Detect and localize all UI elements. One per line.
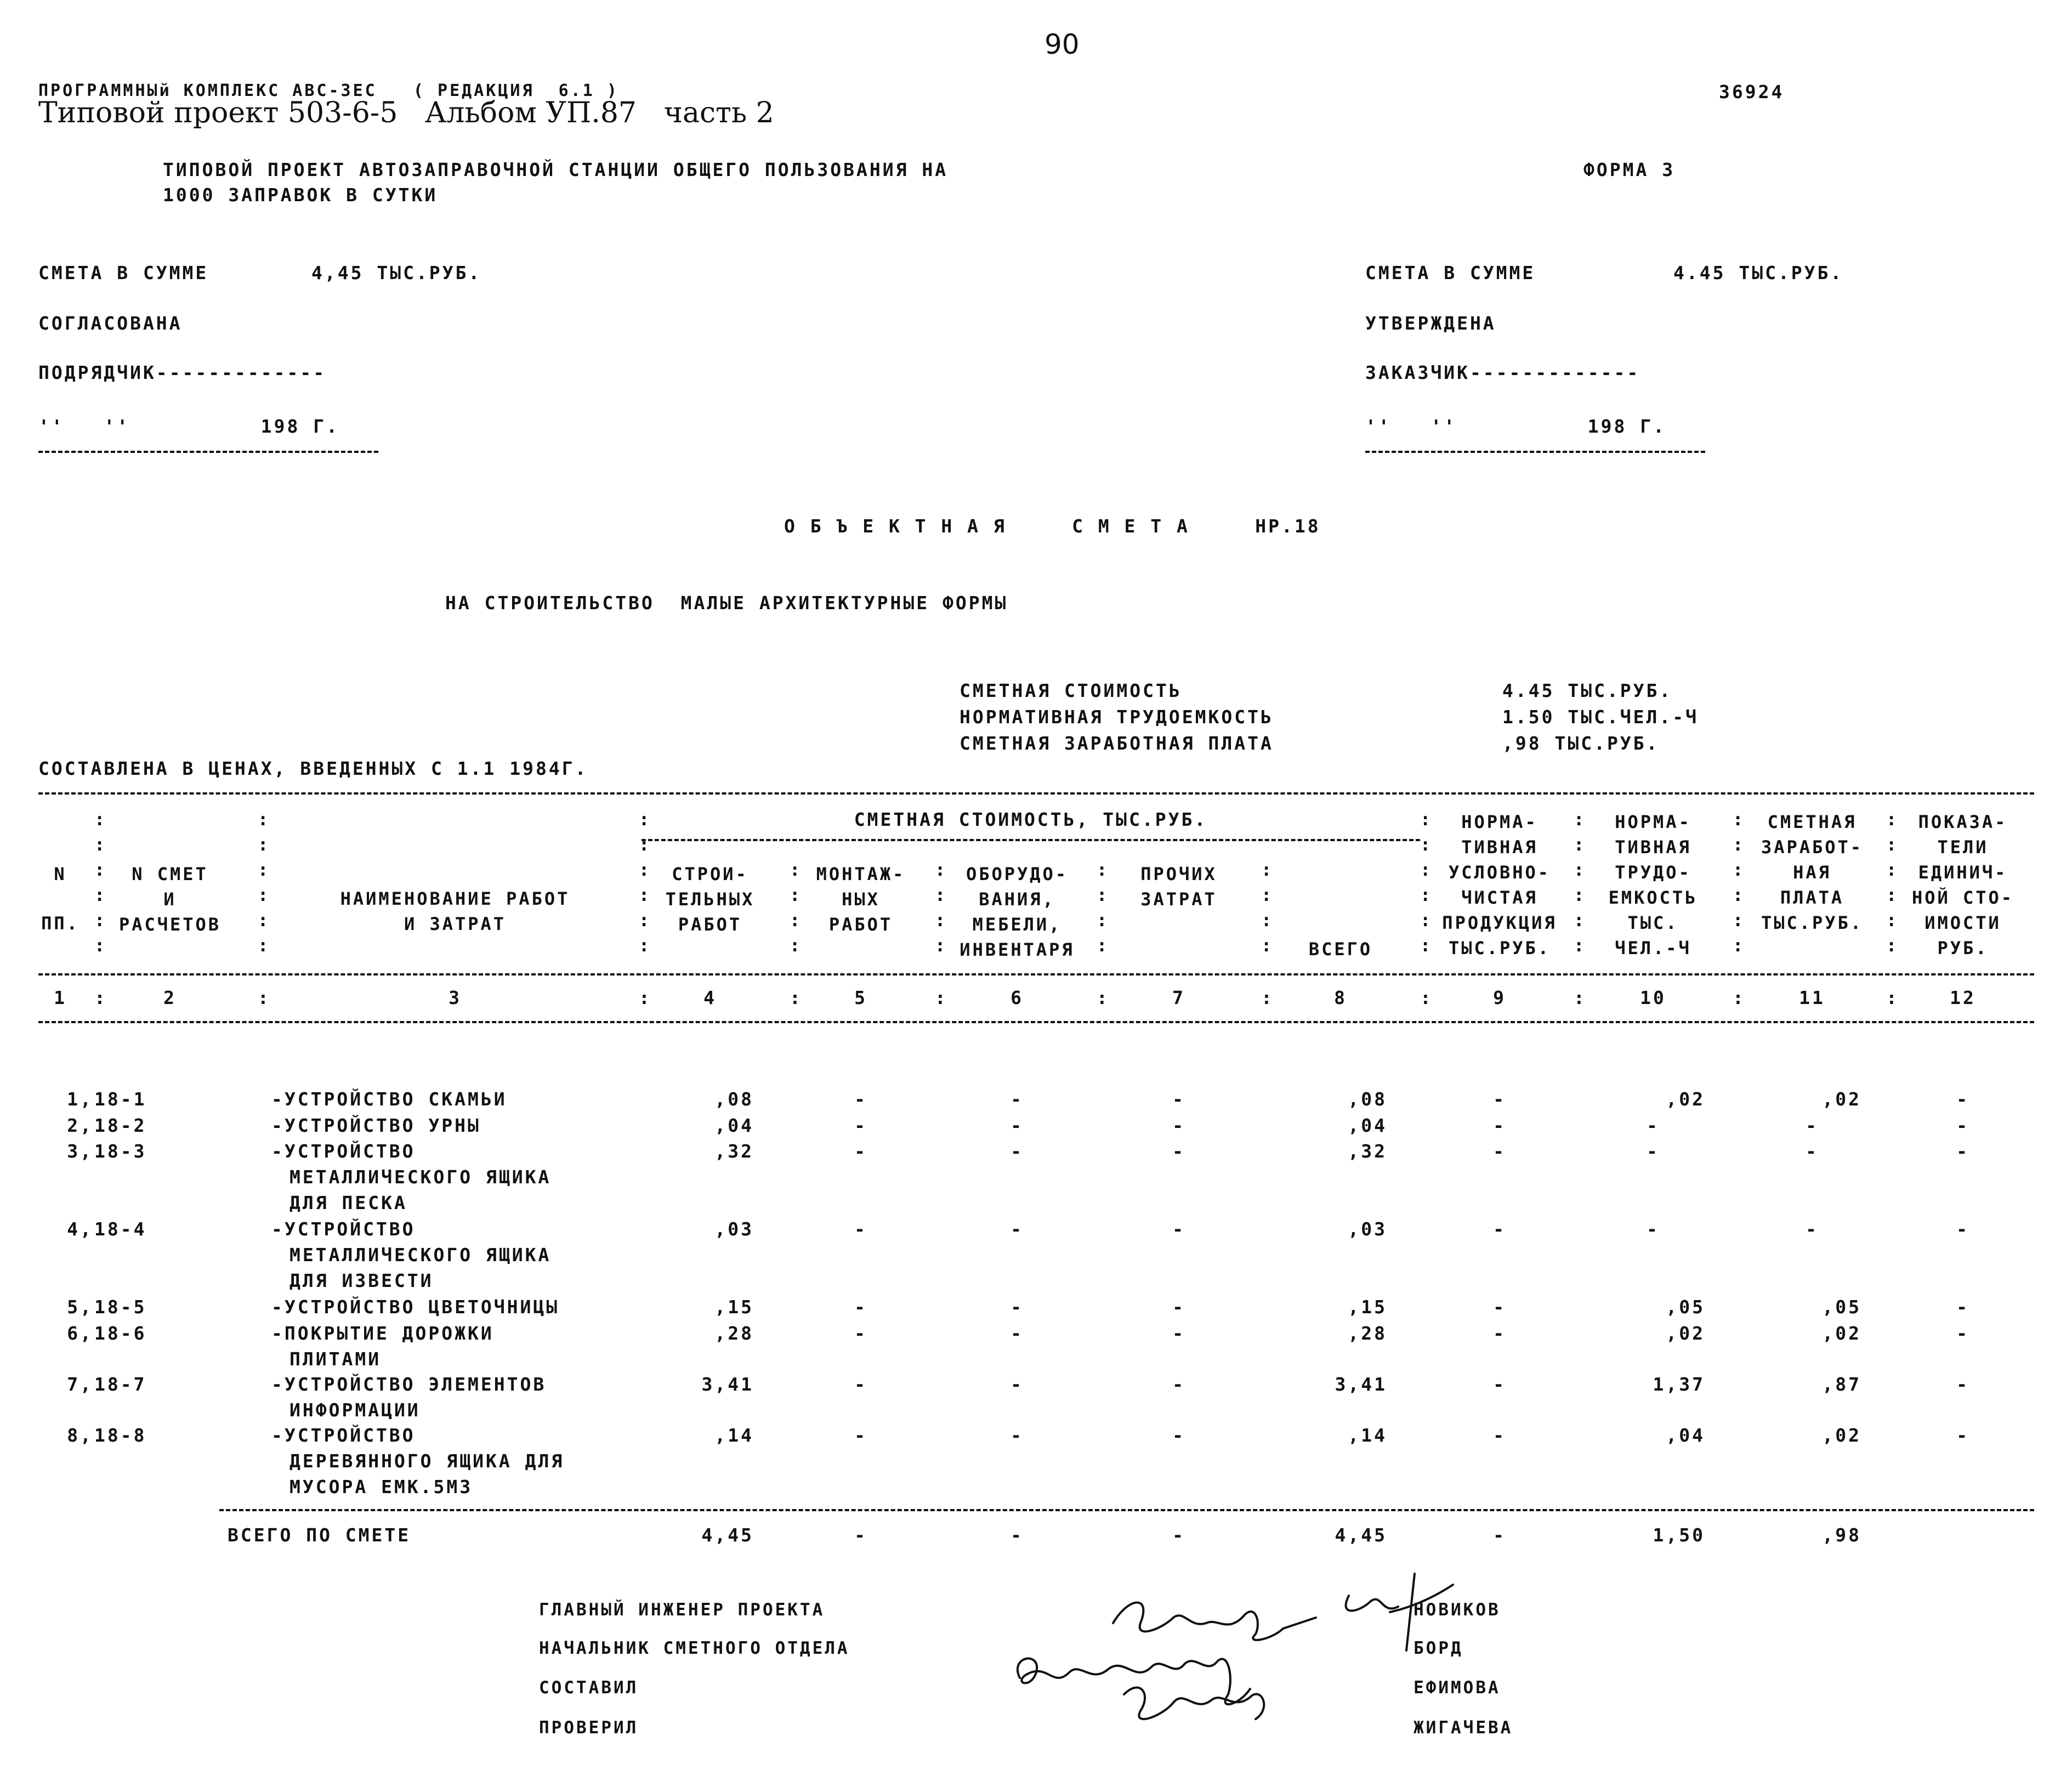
row-cell-c7: - (1172, 1296, 1185, 1318)
row-cell-c9: - (1493, 1323, 1506, 1344)
row-name-line: ДЛЯ ПЕСКА (289, 1192, 407, 1213)
subject-line: НА СТРОИТЕЛЬСТВО МАЛЫЕ АРХИТЕКТУРНЫЕ ФОРМЫ (445, 592, 1008, 614)
header-separator: : (1733, 809, 1746, 830)
header-col12-line: РУБ. (1937, 938, 1989, 958)
header-separator: : (639, 859, 652, 880)
header-separator: : (94, 809, 107, 830)
left-party: ПОДРЯДЧИК------------- (38, 362, 327, 383)
row-cell-c11: ,02 (1822, 1323, 1861, 1344)
row-name-line: -УСТРОЙСТВО (271, 1218, 416, 1240)
header-bottom-rule (38, 973, 2034, 975)
row-number: 5, (67, 1296, 93, 1318)
header-separator: : (94, 910, 107, 931)
row-name-line: МУСОРА ЕМК.5М3 (289, 1476, 473, 1498)
row-name-line: ДЕРЕВЯННОГО ЯЩИКА ДЛЯ (289, 1450, 565, 1472)
row-name-line: ИНФОРМАЦИИ (289, 1399, 421, 1421)
header-separator: : (1097, 859, 1110, 880)
row-code: 18-6 (94, 1323, 147, 1344)
header-col12-line: ТЕЛИ (1937, 837, 1989, 858)
signature-role: ГЛАВНЫЙ ИНЖЕНЕР ПРОЕКТА (539, 1600, 825, 1620)
row-cell-c4: ,28 (714, 1323, 754, 1344)
row-cell-c5: - (854, 1323, 867, 1344)
right-divider (1365, 451, 1705, 453)
table-top-rule (38, 792, 2034, 795)
header-col4-line: ТЕЛЬНЫХ (665, 889, 755, 910)
row-cell-c9: - (1493, 1296, 1506, 1318)
left-status: СОГЛАСОВАНА (38, 313, 183, 334)
header-separator: : (935, 859, 948, 880)
row-number: 4, (67, 1218, 93, 1240)
row-cell-c12: - (1956, 1088, 1969, 1110)
doc-code: 36924 (1719, 81, 1785, 103)
header-col9-line: ЧИСТАЯ (1461, 887, 1538, 908)
row-cell-c12: - (1956, 1425, 1969, 1446)
header-col9-line: ТЫС.РУБ. (1448, 938, 1551, 958)
header-col10-line: ЧЕЛ.-Ч (1615, 938, 1691, 958)
number-separator: : (1097, 987, 1110, 1008)
header-separator: : (258, 859, 271, 880)
row-cell-c8: ,04 (1348, 1115, 1387, 1136)
number-separator: : (94, 987, 107, 1008)
right-date: '' '' 198 Г. (1365, 416, 1666, 437)
header-separator: : (1886, 910, 1899, 931)
header-col10-line: НОРМА- (1615, 812, 1691, 832)
row-cell-c4: 3,41 (701, 1374, 754, 1395)
number-separator: : (639, 987, 652, 1008)
header-col9-line: ПРОДУКЦИЯ (1442, 912, 1557, 933)
header-separator: : (1886, 834, 1899, 855)
row-cell-c8: ,28 (1348, 1323, 1387, 1344)
row-cell-c4: ,03 (714, 1218, 754, 1240)
row-cell-c11: ,02 (1822, 1425, 1861, 1446)
header-separator: : (94, 834, 107, 855)
title-line-1: ТИПОВОЙ ПРОЕКТ АВТОЗАПРАВОЧНОЙ СТАНЦИИ ОБЩЕГО ПОЛЬЗОВАНИЯ НА (163, 159, 949, 180)
right-sum-label: СМЕТА В СУММЕ (1365, 262, 1536, 283)
row-cell-c5: - (854, 1296, 867, 1318)
row-code: 18-7 (94, 1374, 147, 1395)
page-number: 90 (1044, 29, 1080, 60)
row-cell-c4: ,08 (714, 1088, 754, 1110)
header-group: СМЕТНАЯ СТОИМОСТЬ, ТЫС.РУБ. (854, 809, 1208, 830)
row-cell-c6: - (1011, 1141, 1024, 1162)
total-cell-c5: - (854, 1524, 867, 1546)
row-name-line: ПЛИТАМИ (289, 1348, 382, 1370)
signature-role: СОСТАВИЛ (539, 1678, 639, 1698)
header-col6-line: ВАНИЯ, (979, 889, 1055, 910)
header-col11-line: ТЫС.РУБ. (1761, 912, 1864, 933)
row-cell-c8: 3,41 (1335, 1374, 1387, 1395)
header-separator: : (1733, 910, 1746, 931)
header-separator: : (258, 935, 271, 956)
total-cell-c8: 4,45 (1335, 1524, 1387, 1546)
header-col12-line: НОЙ СТО- (1911, 887, 2014, 908)
header-separator: : (1261, 935, 1274, 956)
left-sum-label: СМЕТА В СУММЕ (38, 262, 209, 283)
header-col11-line: НАЯ (1793, 862, 1831, 883)
row-cell-c7: - (1172, 1425, 1185, 1446)
header-separator: : (1574, 910, 1587, 931)
header-separator: : (94, 884, 107, 905)
header-col2-line: РАСЧЕТОВ (118, 914, 222, 935)
row-number: 7, (67, 1374, 93, 1395)
header-col5-line: РАБОТ (828, 914, 893, 935)
header-separator: : (1420, 809, 1433, 830)
left-sum-value: 4,45 ТЫС.РУБ. (311, 262, 482, 283)
row-cell-c9: - (1493, 1218, 1506, 1240)
row-cell-c10: ,04 (1666, 1425, 1705, 1446)
header-col4-line: РАБОТ (678, 914, 742, 935)
header-col12-line: ЕДИНИЧ- (1918, 862, 2008, 883)
header-separator: : (258, 910, 271, 931)
total-cell-c10: 1,50 (1653, 1524, 1705, 1546)
total-cell-c11: ,98 (1822, 1524, 1861, 1546)
header-col10-line: ТРУДО- (1615, 862, 1691, 883)
left-date: '' '' 198 Г. (38, 416, 339, 437)
title-line-2: 1000 ЗАПРАВОК В СУТКИ (163, 184, 438, 206)
row-cell-c5: - (854, 1088, 867, 1110)
column-number: 7 (1172, 987, 1185, 1008)
row-cell-c9: - (1493, 1425, 1506, 1446)
header-col6-line: МЕБЕЛИ, (972, 914, 1062, 935)
row-cell-c12: - (1956, 1141, 1969, 1162)
header-separator: : (1261, 910, 1274, 931)
header-separator: : (639, 809, 652, 830)
header-separator: : (1886, 809, 1899, 830)
column-number: 3 (449, 987, 462, 1008)
row-cell-c8: ,32 (1348, 1141, 1387, 1162)
number-separator: : (1574, 987, 1587, 1008)
summary-wage-label: СМЕТНАЯ ЗАРАБОТНАЯ ПЛАТА (960, 733, 1274, 754)
prices-note: СОСТАВЛЕНА В ЦЕНАХ, ВВЕДЕННЫХ С 1.1 1984Г. (38, 758, 588, 779)
header-separator: : (1261, 859, 1274, 880)
header-col2-line: N СМЕТ (132, 864, 208, 884)
header-col6-line: ОБОРУДО- (966, 864, 1069, 884)
row-name-line: -УСТРОЙСТВО СКАМЬИ (271, 1088, 507, 1110)
row-cell-c9: - (1493, 1115, 1506, 1136)
column-number: 11 (1799, 987, 1825, 1008)
header-col5-line: МОНТАЖ- (816, 864, 906, 884)
row-code: 18-8 (94, 1425, 147, 1446)
row-cell-c7: - (1172, 1115, 1185, 1136)
total-cell-c7: - (1172, 1524, 1185, 1546)
row-cell-c8: ,03 (1348, 1218, 1387, 1240)
number-separator: : (1261, 987, 1274, 1008)
summary-cost-value: 4.45 ТЫС.РУБ. (1502, 680, 1673, 701)
row-number: 1, (67, 1088, 93, 1110)
header-separator: : (1733, 884, 1746, 905)
row-cell-c5: - (854, 1374, 867, 1395)
column-number: 6 (1011, 987, 1024, 1008)
total-rule (219, 1509, 2034, 1511)
row-cell-c11: ,87 (1822, 1374, 1861, 1395)
header-separator: : (790, 935, 803, 956)
header-separator: : (1097, 884, 1110, 905)
row-cell-c4: ,15 (714, 1296, 754, 1318)
row-cell-c5: - (854, 1425, 867, 1446)
row-code: 18-5 (94, 1296, 147, 1318)
row-cell-c10: 1,37 (1653, 1374, 1705, 1395)
row-cell-c11: - (1806, 1115, 1819, 1136)
header-col2-line: И (163, 889, 177, 910)
header-separator: : (1420, 834, 1433, 855)
row-cell-c8: ,08 (1348, 1088, 1387, 1110)
header-separator: : (1574, 859, 1587, 880)
header-separator: : (1886, 884, 1899, 905)
header-separator: : (1733, 834, 1746, 855)
row-cell-c10: ,02 (1666, 1088, 1705, 1110)
column-number: 12 (1950, 987, 1976, 1008)
row-cell-c12: - (1956, 1218, 1969, 1240)
row-cell-c12: - (1956, 1374, 1969, 1395)
signature-name: ЕФИМОВА (1413, 1678, 1501, 1698)
row-cell-c6: - (1011, 1323, 1024, 1344)
row-number: 8, (67, 1425, 93, 1446)
column-number: 2 (163, 987, 177, 1008)
header-separator: : (1886, 935, 1899, 956)
total-cell-c4: 4,45 (701, 1524, 754, 1546)
header-separator: : (1261, 884, 1274, 905)
row-cell-c4: ,32 (714, 1141, 754, 1162)
signature-name: БОРД (1413, 1638, 1463, 1658)
row-number: 2, (67, 1115, 93, 1136)
row-cell-c10: - (1647, 1141, 1660, 1162)
row-cell-c5: - (854, 1115, 867, 1136)
row-cell-c6: - (1011, 1425, 1024, 1446)
row-cell-c9: - (1493, 1088, 1506, 1110)
form-label: ФОРМА 3 (1583, 159, 1676, 180)
row-name-line: -УСТРОЙСТВО (271, 1141, 416, 1162)
header-separator: : (1420, 859, 1433, 880)
signature-role: ПРОВЕРИЛ (539, 1718, 639, 1738)
header-separator: : (94, 935, 107, 956)
summary-labor-label: НОРМАТИВНАЯ ТРУДОЕМКОСТЬ (960, 706, 1274, 728)
row-cell-c4: ,14 (714, 1425, 754, 1446)
row-name-line: -УСТРОЙСТВО (271, 1425, 416, 1446)
right-sum-value: 4.45 ТЫС.РУБ. (1673, 262, 1844, 283)
row-cell-c4: ,04 (714, 1115, 754, 1136)
header-separator: : (790, 884, 803, 905)
header-separator: : (94, 859, 107, 880)
row-cell-c6: - (1011, 1218, 1024, 1240)
row-cell-c11: - (1806, 1141, 1819, 1162)
header-separator: : (1420, 910, 1433, 931)
header-separator: : (790, 859, 803, 880)
row-cell-c5: - (854, 1218, 867, 1240)
header-col12-line: ПОКАЗА- (1918, 812, 2008, 832)
header-col1-line: N (54, 864, 67, 884)
signature-role: НАЧАЛЬНИК СМЕТНОГО ОТДЕЛА (539, 1638, 850, 1658)
header-col8-line: ВСЕГО (1308, 939, 1373, 960)
total-cell-c6: - (1011, 1524, 1024, 1546)
header-separator: : (1097, 935, 1110, 956)
header-col9-line: УСЛОВНО- (1448, 862, 1551, 883)
header-separator: : (1886, 859, 1899, 880)
header-col3-line: НАИМЕНОВАНИЕ РАБОТ (340, 888, 570, 909)
header-separator: : (790, 910, 803, 931)
header-separator: : (1574, 884, 1587, 905)
header-col11-line: СМЕТНАЯ (1767, 812, 1857, 832)
header-col10-line: ТЫС. (1627, 912, 1679, 933)
row-cell-c7: - (1172, 1218, 1185, 1240)
numbers-bottom-rule (38, 1021, 2034, 1023)
header-col3-line: И ЗАТРАТ (404, 914, 507, 934)
row-name-line: -УСТРОЙСТВО ЭЛЕМЕНТОВ (271, 1374, 547, 1395)
row-cell-c12: - (1956, 1115, 1969, 1136)
signature-name: НОВИКОВ (1413, 1600, 1501, 1620)
left-divider (38, 451, 378, 453)
header-col9-line: ТИВНАЯ (1461, 837, 1538, 858)
header-col9-line: НОРМА- (1461, 812, 1538, 832)
header-separator: : (1733, 859, 1746, 880)
summary-cost-label: СМЕТНАЯ СТОИМОСТЬ (960, 680, 1182, 701)
row-number: 6, (67, 1323, 93, 1344)
row-cell-c7: - (1172, 1374, 1185, 1395)
program-line: ПРОГРАММНЫй КОМПЛЕКС АВС-3ЕС ( РЕДАКЦИЯ 6.1 ) (38, 81, 619, 100)
row-cell-c11: - (1806, 1218, 1819, 1240)
right-status: УТВЕРЖДЕНА (1365, 313, 1496, 334)
header-col1-line: ПП. (41, 913, 80, 934)
row-cell-c8: ,15 (1348, 1296, 1387, 1318)
header-col10-line: ТИВНАЯ (1615, 837, 1691, 858)
number-separator: : (258, 987, 271, 1008)
column-number: 1 (54, 987, 67, 1008)
row-cell-c10: ,02 (1666, 1323, 1705, 1344)
header-separator: : (639, 834, 652, 855)
row-cell-c7: - (1172, 1141, 1185, 1162)
total-label: ВСЕГО ПО СМЕТЕ (228, 1524, 411, 1546)
column-number: 10 (1640, 987, 1666, 1008)
summary-wage-value: ,98 ТЫС.РУБ. (1502, 733, 1660, 754)
header-separator: : (1574, 834, 1587, 855)
header-col5-line: НЫХ (842, 889, 880, 910)
row-cell-c7: - (1172, 1088, 1185, 1110)
header-col11-line: ЗАРАБОТ- (1761, 837, 1864, 858)
smeta-title: О Б Ъ Е К Т Н А Я С М Е Т А НР.18 (784, 515, 1321, 537)
header-col4-line: СТРОИ- (672, 864, 748, 884)
header-col11-line: ПЛАТА (1780, 887, 1844, 908)
row-cell-c5: - (854, 1141, 867, 1162)
row-cell-c12: - (1956, 1296, 1969, 1318)
row-name-line: -УСТРОЙСТВО УРНЫ (271, 1115, 481, 1136)
row-cell-c6: - (1011, 1296, 1024, 1318)
header-col7-line: ЗАТРАТ (1140, 889, 1217, 910)
right-party: ЗАКАЗЧИК------------- (1365, 362, 1640, 383)
row-code: 18-1 (94, 1088, 147, 1110)
signature-name: ЖИГАЧЕВА (1413, 1718, 1513, 1738)
number-separator: : (1733, 987, 1746, 1008)
row-cell-c8: ,14 (1348, 1425, 1387, 1446)
header-separator: : (935, 935, 948, 956)
row-cell-c9: - (1493, 1141, 1506, 1162)
row-code: 18-2 (94, 1115, 147, 1136)
row-cell-c11: ,02 (1822, 1088, 1861, 1110)
column-number: 5 (854, 987, 867, 1008)
header-separator: : (639, 910, 652, 931)
row-cell-c6: - (1011, 1115, 1024, 1136)
number-separator: : (935, 987, 948, 1008)
header-col12-line: ИМОСТИ (1925, 912, 2001, 933)
row-cell-c6: - (1011, 1374, 1024, 1395)
header-separator: : (935, 884, 948, 905)
handwritten-signatures (998, 1563, 1535, 1744)
row-name-line: -УСТРОЙСТВО ЦВЕТОЧНИЦЫ (271, 1296, 560, 1318)
row-code: 18-3 (94, 1141, 147, 1162)
number-separator: : (1886, 987, 1899, 1008)
header-separator: : (935, 910, 948, 931)
column-number: 4 (703, 987, 717, 1008)
header-separator: : (1733, 935, 1746, 956)
summary-labor-value: 1.50 ТЫС.ЧЕЛ.-Ч (1502, 706, 1699, 728)
row-code: 18-4 (94, 1218, 147, 1240)
header-separator: : (1420, 935, 1433, 956)
row-name-line: ДЛЯ ИЗВЕСТИ (289, 1270, 434, 1291)
row-cell-c10: - (1647, 1218, 1660, 1240)
header-separator: : (258, 834, 271, 855)
header-col10-line: ЕМКОСТЬ (1608, 887, 1698, 908)
row-name-line: МЕТАЛЛИЧЕСКОГО ЯЩИКА (289, 1244, 552, 1266)
row-cell-c12: - (1956, 1323, 1969, 1344)
row-cell-c10: ,05 (1666, 1296, 1705, 1318)
number-separator: : (1420, 987, 1433, 1008)
header-separator: : (639, 935, 652, 956)
total-cell-c9: - (1493, 1524, 1506, 1546)
header-separator: : (258, 884, 271, 905)
column-number: 8 (1334, 987, 1347, 1008)
row-cell-c7: - (1172, 1323, 1185, 1344)
row-cell-c9: - (1493, 1374, 1506, 1395)
header-col6-line: ИНВЕНТАРЯ (960, 939, 1075, 960)
row-name-line: МЕТАЛЛИЧЕСКОГО ЯЩИКА (289, 1166, 552, 1188)
header-separator: : (1574, 809, 1587, 830)
number-separator: : (790, 987, 803, 1008)
header-separator: : (1574, 935, 1587, 956)
header-separator: : (1097, 910, 1110, 931)
row-number: 3, (67, 1141, 93, 1162)
header-group-rule (642, 839, 1420, 841)
header-separator: : (639, 884, 652, 905)
column-number: 9 (1493, 987, 1506, 1008)
row-cell-c11: ,05 (1822, 1296, 1861, 1318)
project-line: Типовой проект 503-6-5 Альбом УП.87 часть 2 (38, 97, 774, 129)
header-separator: : (1420, 884, 1433, 905)
row-cell-c6: - (1011, 1088, 1024, 1110)
row-name-line: -ПОКРЫТИЕ ДОРОЖКИ (271, 1323, 494, 1344)
header-separator: : (258, 809, 271, 830)
header-col7-line: ПРОЧИХ (1140, 864, 1217, 884)
row-cell-c10: - (1647, 1115, 1660, 1136)
